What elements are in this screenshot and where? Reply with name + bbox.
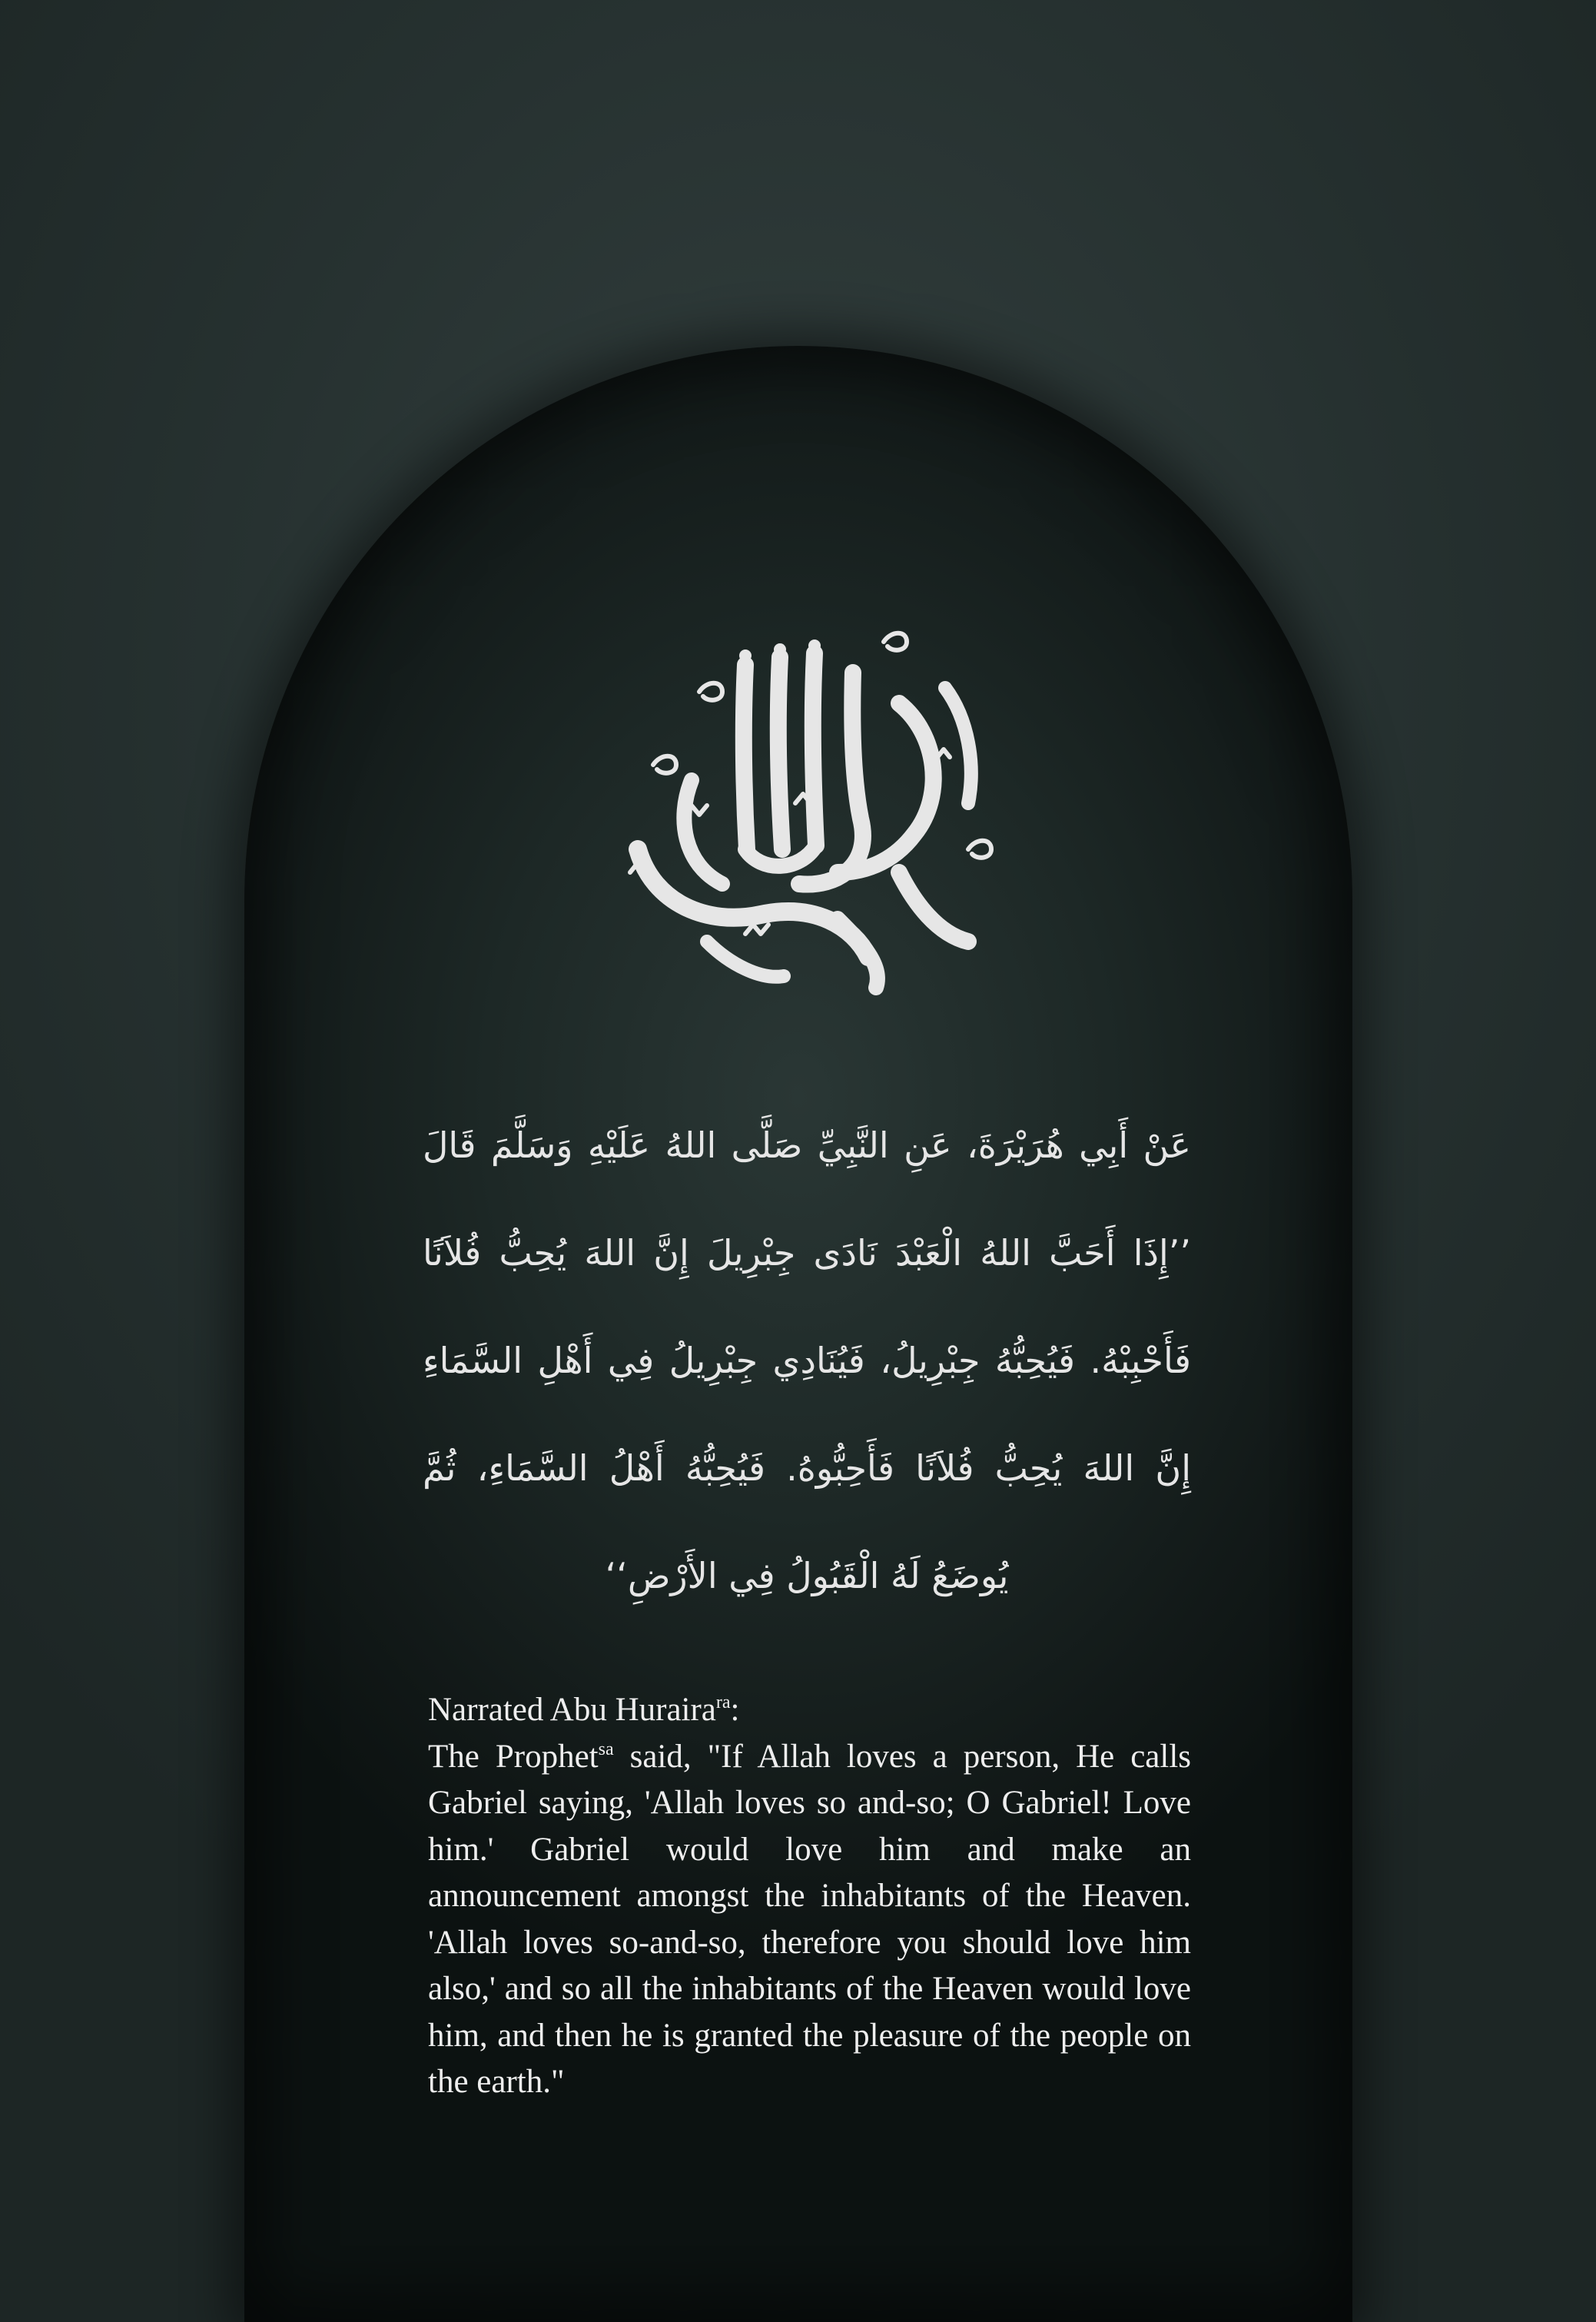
- narrator-heading: [428, 1687, 1191, 1734]
- hadith-translation: [428, 1687, 1191, 2106]
- translation-body: [428, 1734, 1191, 2106]
- arabic-hadith-text: عَنْ أَبِي هُرَيْرَةَ، عَنِ النَّبِيِّ صَلَّى اللهُ عَلَيْهِ وَسَلَّمَ قَالَ ’’إِذَا أَحَبَّ اللهُ الْعَبْدَ نَادَى جِبْرِيلَ إِنَّ اللهَ يُحِبُّ فُلاَنًا فَأَحْبِبْهُ. فَيُحِبُّهُ جِبْرِيلُ، فَيُنَادِي جِبْرِيلُ فِي أَهْلِ السَّمَاءِ إِنَّ اللهَ يُحِبُّ فُلاَنًا فَأَحِبُّوهُ. فَيُحِبُّهُ أَهْلُ السَّمَاءِ، ثُمَّ يُوضَعُ لَهُ الْقَبُولُ فِي الأَرْضِ‘‘: [423, 1124, 1191, 1596]
- narrator-name: Narrated Abu Huraira: [428, 1692, 716, 1728]
- narrator-honorific: ra: [715, 1693, 731, 1712]
- prophet-honorific: sa: [598, 1739, 614, 1759]
- translation-lead: The Prophet: [428, 1738, 599, 1775]
- muhammad-rasulullah-calligraphy-icon: [607, 619, 1007, 995]
- translation-text: said, "If Allah loves a person, He calls Gabriel saying, 'Allah loves so and-so; O Gabriel! Love him.' Gabriel would love him and make an announcement amongst the inhabitants of the Heaven. 'Allah loves so-and-so, therefore you should love him also,' and so all the inhabitants of the Heaven would love him, and then he is granted the pleasure of the people on the earth.": [428, 1738, 1192, 2100]
- narrator-colon: :: [730, 1692, 740, 1728]
